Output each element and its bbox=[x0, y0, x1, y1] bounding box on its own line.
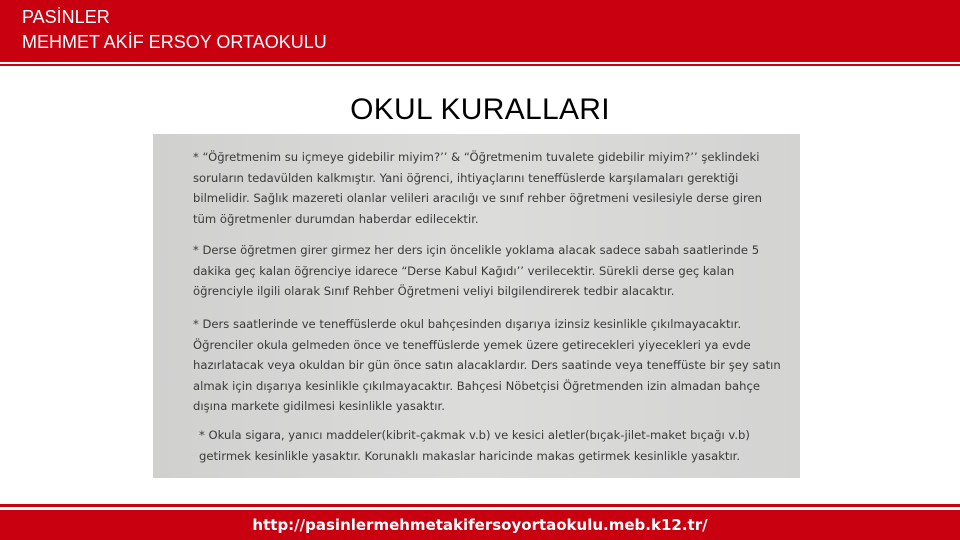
rule-item: * Okula sigara, yanıcı maddeler(kibrit-çakmak v.b) ve kesici aletler(bıçak-jilet-maket bıçağı v.b) getirmek kesinlikle yasaktır. Korunaklı makaslar haricinde makas getirmek kesinlikle yasaktır. bbox=[199, 428, 750, 463]
rule-item: * Ders saatlerinde ve teneffüslerde okul bahçesinden dışarıya izinsiz kesinlikle çıkılmayacaktır. Öğrenciler okula gelmeden önce ve teneffüslerde yemek üzere getirecekleri yiyecekleri ya evde hazırlatacak veya okuldan bir gün önce satın alacaklardır. Ders saatinde veya teneffüste bir şey satın almak için dışarıya kesinlikle çıkılmayacaktır. Bahçesi Nöbetçisi Öğretmenden izin almadan bahçe dışına markete gidilmesi kesinlikle yasaktır. bbox=[193, 317, 781, 413]
rule-item: * “Öğretmenim su içmeye gidebilir miyim?’’ & “Öğretmenim tuvalete gidebilir miyim?’’ şeklindeki soruların tedavüldеn kalkmıştır. Yani öğrenci, ihtiyaçlarını teneffüslerde karşılamaları gerektiği bilmelidir. Sağlık mazereti olanlar velileri aracılığı ve sınıf rehber öğretmeni vesilesiyle derse giren tüm öğretmenler durumdan haberdar edilecektir. bbox=[193, 150, 762, 226]
school-website-link[interactable]: http://pasinlermehmetakifersoyortaokulu.meb.k12.tr/ bbox=[252, 516, 708, 534]
rules-photo bbox=[153, 134, 800, 478]
rule-item: * Derse öğretmen girer girmez her ders için öncelikle yoklama alacak sadece sabah saatlerinde 5 dakika geç kalan öğrenciye idarece “Derse Kabul Kağıdı’’ verilecektir. Sürekli derse geç kalan öğrenciyle ilgili olarak Sınıf Rehber Öğretmeni veliyi bilgilendirerek tedbir alacaktır. bbox=[193, 243, 760, 298]
header-divider bbox=[0, 64, 960, 66]
footer-bar bbox=[0, 510, 960, 540]
header-bar bbox=[0, 0, 960, 62]
slide-title: OKUL KURALLARI bbox=[350, 93, 610, 126]
school-name-line2: MEHMET AKİF ERSOY ORTAOKULU bbox=[22, 32, 327, 52]
school-name-line1: PASİNLER bbox=[22, 7, 110, 27]
footer-divider bbox=[0, 504, 960, 507]
